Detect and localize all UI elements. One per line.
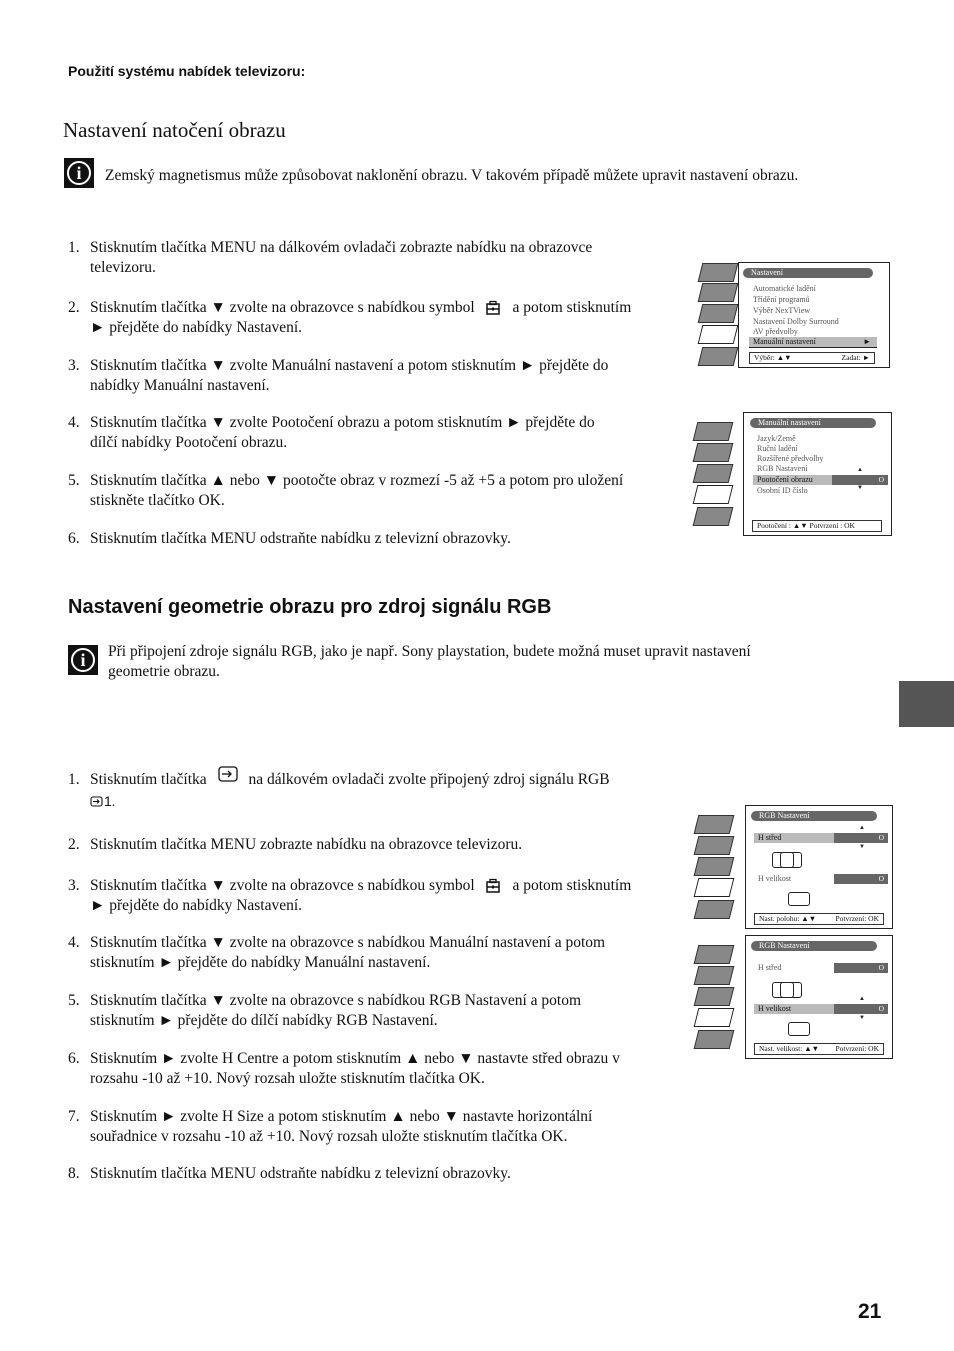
menu-tab-picture-icon — [698, 263, 739, 282]
osd-title: RGB Nastavení — [751, 811, 877, 821]
osd-title: Manuální nastavení — [750, 418, 876, 428]
up-arrow-icon: ▲ — [859, 996, 865, 1002]
osd-value: O — [834, 1004, 888, 1014]
osd-item: H střed — [758, 963, 782, 972]
osd-footer: Nast. velikost: ▲▼ Potvrzení: OK — [754, 1043, 884, 1055]
osd-item-selected: Manuální nastavení ► — [749, 337, 877, 348]
menu-tab-teletext-icon — [694, 900, 735, 919]
section1-title: Nastavení natočení obrazu — [63, 118, 286, 142]
osd-value: O — [834, 963, 888, 973]
menu-tab-features-icon — [693, 464, 734, 483]
menu-tab-setup-icon — [698, 325, 739, 344]
menu-tab-features-icon — [698, 304, 739, 323]
osd-footer: Nast. polohu: ▲▼ Potvrzení: OK — [754, 913, 884, 925]
osd-value: O — [832, 475, 888, 485]
toolbox-icon — [485, 878, 501, 894]
toolbox-icon — [485, 300, 501, 316]
osd-item-selected: H velikost — [754, 1004, 838, 1014]
up-arrow-icon: ▲ — [859, 825, 865, 831]
h-size-screen-icon — [788, 1022, 810, 1036]
info-icon: i — [68, 645, 98, 675]
osd-panel — [745, 935, 893, 1059]
osd-screen-manual-setup — [691, 411, 891, 535]
section2-title: Nastavení geometrie obrazu pro zdroj signálu RGB — [68, 596, 552, 618]
osd-footer: Pootočení : ▲▼ Potvrzení : OK — [752, 520, 882, 532]
page-number: 21 — [858, 1300, 882, 1323]
osd-value: O — [834, 874, 888, 884]
osd-item-selected: Pootočení obrazu — [753, 475, 835, 485]
osd-item: RGB Nastavení — [757, 464, 808, 473]
osd-panel — [745, 805, 893, 929]
down-arrow-icon: ▼ — [859, 844, 865, 850]
menu-tab-features-icon — [694, 857, 735, 876]
page-header: Použití systému nabídek televizoru: — [68, 63, 306, 79]
menu-tab-picture-icon — [694, 945, 735, 964]
info-icon: i — [64, 158, 94, 188]
menu-tab-teletext-icon — [693, 507, 734, 526]
menu-tab-picture-icon — [694, 815, 735, 834]
osd-screen-rgb-center — [692, 804, 892, 928]
input-select-icon — [217, 765, 239, 787]
input-one-icon — [90, 795, 104, 809]
osd-title: Nastavení — [743, 268, 873, 278]
osd-item: Rozšířené předvolby — [757, 454, 824, 463]
osd-right-arrow-icon: ► — [863, 337, 871, 346]
osd-panel — [738, 262, 890, 368]
osd-item: AV předvolby — [753, 327, 798, 336]
osd-item-selected: H střed — [754, 833, 838, 843]
section2-info: Při připojení zdroje signálu RGB, jako je např. Sony playstation, budete možná muset upravit nastavení geometrie obrazu. — [108, 643, 751, 680]
osd-item: Osobní ID číslo — [757, 486, 808, 495]
menu-tab-picture-icon — [693, 422, 734, 441]
menu-tab-sound-icon — [698, 283, 739, 302]
section1-info: Zemský magnetismus může způsobovat naklonění obrazu. V takovém případě můžete upravit nastavení obrazu. — [105, 167, 799, 184]
osd-item: Jazyk/Země — [757, 434, 796, 443]
osd-item: Automatické ladění — [753, 284, 816, 293]
osd-screen-setup — [696, 260, 890, 368]
down-arrow-icon: ▼ — [857, 485, 863, 491]
h-size-screen-icon — [788, 892, 810, 906]
menu-tab-sound-icon — [693, 443, 734, 462]
menu-tab-teletext-icon — [698, 347, 739, 366]
menu-tab-setup-icon — [694, 1008, 735, 1027]
down-arrow-icon: ▼ — [859, 1015, 865, 1021]
menu-tab-setup-icon — [693, 485, 734, 504]
menu-tab-setup-icon — [694, 878, 735, 897]
osd-value: O — [834, 833, 888, 843]
menu-tab-teletext-icon — [694, 1030, 735, 1049]
chapter-tab-marker — [899, 681, 954, 727]
menu-tab-sound-icon — [694, 836, 735, 855]
menu-tab-sound-icon — [694, 966, 735, 985]
osd-title: RGB Nastavení — [751, 941, 877, 951]
osd-item: Výběr NexTView — [753, 306, 811, 315]
osd-footer: Výběr: ▲▼ Zadat: ► — [749, 352, 875, 364]
h-center-screen-shift-icon — [780, 982, 802, 998]
osd-item: Nastavení Dolby Surround — [753, 317, 839, 326]
osd-screen-rgb-size — [692, 934, 892, 1058]
up-arrow-icon: ▲ — [857, 467, 863, 473]
osd-item: Třídění programů — [753, 295, 810, 304]
osd-item: H velikost — [758, 874, 792, 883]
osd-panel — [743, 412, 892, 536]
h-center-screen-shift-icon — [780, 852, 802, 868]
osd-item: Ruční ladění — [757, 444, 798, 453]
menu-tab-features-icon — [694, 987, 735, 1006]
